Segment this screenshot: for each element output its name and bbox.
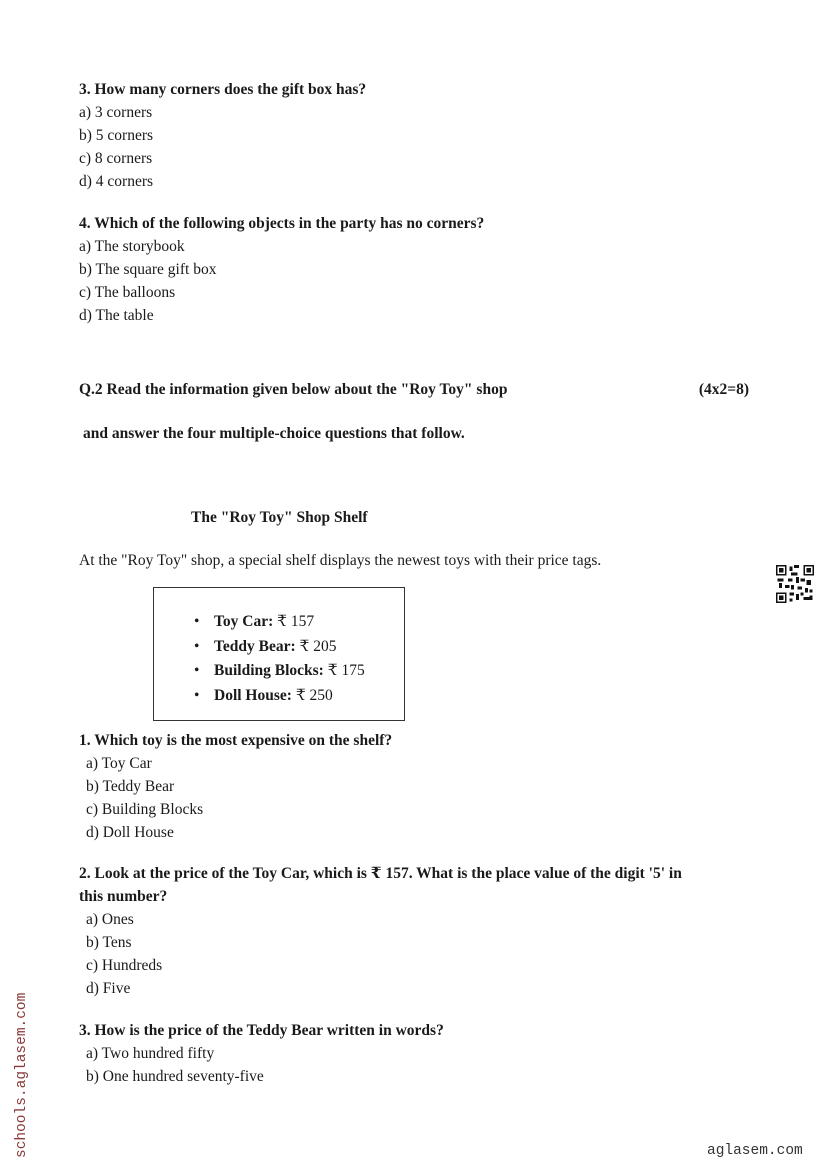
option: c) 8 corners xyxy=(79,150,153,167)
question-text: 3. How is the price of the Teddy Bear written in words? xyxy=(79,1022,444,1039)
price-list xyxy=(194,610,365,708)
price-item xyxy=(194,610,365,635)
option: d) Doll House xyxy=(86,824,174,841)
question-block xyxy=(79,862,682,1000)
price-list-box xyxy=(153,587,405,721)
toy-name: Building Blocks: xyxy=(214,662,324,679)
marks-label: (4x2=8) xyxy=(698,381,749,398)
option: d) 4 corners xyxy=(79,173,154,190)
toy-name: Doll House: xyxy=(214,686,292,704)
question-block xyxy=(79,212,484,327)
option: a) Toy Car xyxy=(86,755,152,772)
question-text-line2: this number? xyxy=(79,888,168,905)
question-text: 1. Which toy is the most expensive on the shelf? xyxy=(79,732,393,749)
section-heading xyxy=(79,381,749,399)
option: a) 3 corners xyxy=(79,104,153,121)
qr-code-icon xyxy=(776,565,814,603)
option: d) Five xyxy=(86,980,131,997)
toy-price: ₹ 205 xyxy=(299,637,337,655)
price-item xyxy=(194,659,365,684)
option: b) Tens xyxy=(86,934,132,951)
option: a) Two hundred fifty xyxy=(86,1045,215,1062)
section-heading-text: Q.2 Read the information given below about the "Roy Toy" shop xyxy=(79,381,508,398)
option: a) The storybook xyxy=(79,238,185,255)
footer-watermark: aglasem.com xyxy=(707,1143,803,1159)
price-item xyxy=(194,684,365,709)
option: c) The balloons xyxy=(79,284,176,301)
passage-intro: At the "Roy Toy" shop, a special shelf displays the newest toys with their price tags. xyxy=(79,552,602,569)
option: d) The table xyxy=(79,307,154,324)
option: b) Teddy Bear xyxy=(86,778,175,795)
question-text: 4. Which of the following objects in the party has no corners? xyxy=(79,215,485,232)
toy-price: ₹ 157 xyxy=(277,613,315,630)
side-watermark: schools.aglasem.com xyxy=(14,992,30,1158)
option: b) One hundred seventy-five xyxy=(86,1068,264,1085)
question-text: 3. How many corners does the gift box has? xyxy=(79,81,367,98)
section-subheading: and answer the four multiple-choice questions that follow. xyxy=(83,425,465,442)
toy-price: ₹ 250 xyxy=(295,686,333,704)
toy-name: Teddy Bear: xyxy=(214,637,296,655)
passage-title: The "Roy Toy" Shop Shelf xyxy=(191,509,368,526)
option: b) 5 corners xyxy=(79,127,154,144)
option: b) The square gift box xyxy=(79,261,217,278)
toy-price: ₹ 175 xyxy=(327,662,365,679)
option: c) Building Blocks xyxy=(86,801,204,818)
option: a) Ones xyxy=(86,911,134,928)
option: c) Hundreds xyxy=(86,957,163,974)
question-block xyxy=(79,78,366,193)
price-item xyxy=(194,635,365,660)
question-block xyxy=(79,729,392,844)
toy-name: Toy Car: xyxy=(214,613,274,630)
question-text-line1: 2. Look at the price of the Toy Car, which is ₹ 157. What is the place value of the digit '5' in xyxy=(79,865,682,882)
question-block xyxy=(79,1019,444,1088)
